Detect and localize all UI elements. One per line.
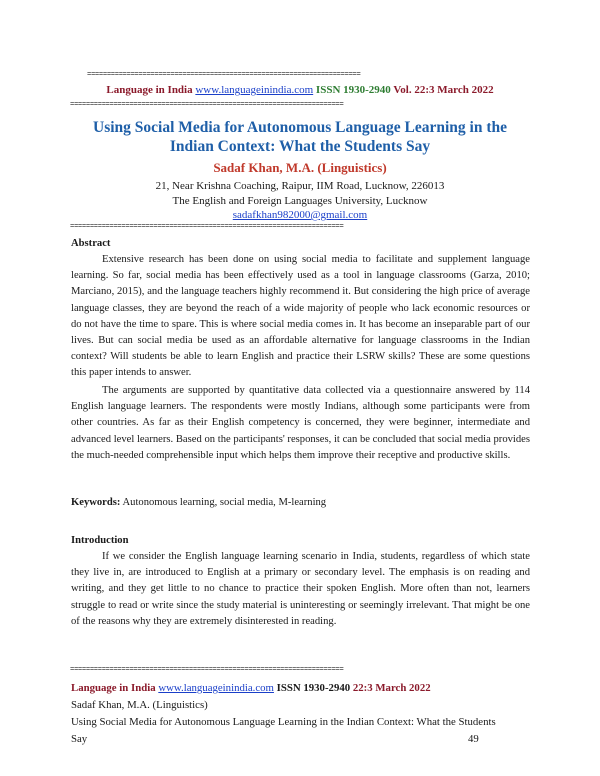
article-title-line2: Indian Context: What the Students Say [169, 138, 431, 155]
abstract-paragraph-2: The arguments are supported by quantitative data collected via a questionnaire answered by 114 English language learners. The respondents were mostly Indians, although some participants were from other countries. As far as their English competency is concerned, they were beginner, intermediate and advanced level learners. Based on the participants' responses, it can be concluded that social media provides the much-needed comprehensible input which helps them improve their receptive and productive skills. [71, 385, 530, 461]
keywords-text: Autonomous learning, social media, M-learning [122, 497, 327, 508]
author-name: Sadaf Khan, M.A. (Linguistics) [213, 160, 387, 175]
journal-url-link[interactable]: www.languageinindia.com [195, 84, 314, 96]
footer-issn: ISSN 1930-2940 [276, 682, 351, 694]
footer-journal-line [71, 680, 531, 697]
journal-volume: Vol. 22:3 March 2022 [393, 84, 494, 96]
abstract-heading: Abstract [71, 238, 111, 249]
introduction-heading: Introduction [71, 535, 129, 546]
footer-author: Sadaf Khan, M.A. (Linguistics) [71, 699, 208, 711]
author-email-row [0, 209, 600, 221]
keywords [71, 495, 530, 511]
article-title-line1: Using Social Media for Autonomous Language Learning in the [93, 119, 507, 136]
footer-title-line2-text: Say [71, 733, 88, 745]
introduction-paragraph-1: If we consider the English language learning scenario in India, students, regardless of which state they live in, are introduced to English at a primary or secondary level. The emphasis is on reading and writing, and they get little to no chance to practice their spoken English. More often than not, learners struggle to read or write since the study material is uninteresting or seemingly irrelevant. That might be one of the reasons why they are extremely disinterested in reading. [71, 551, 530, 627]
footer-url-link[interactable]: www.languageinindia.com [158, 682, 274, 694]
journal-header [0, 84, 600, 96]
abstract-paragraph-1: Extensive research has been done on using social media to facilitate and supplement language learning. So far, social media has been effectively used as a tool in language classrooms (Garza, 2010; Marciano, 2015), and the language teachers highly recommend it. But considering the high price of average language classes, they are beyond the reach of a wide majority of people who lack economic resources or do not have the time to spare. This is where social media comes in. It has become an inseparable part of our lives. But can social media be used as an affordable alternative for language classrooms in the Indian context? Will students be able to learn English and practice their LSRW skills? These are some questions this paper intends to answer. [71, 254, 530, 379]
author-address: 21, Near Krishna Coaching, Raipur, IIM Road, Lucknow, 226013 [155, 180, 445, 192]
journal-name: Language in India [106, 84, 193, 96]
footer-rule: ===================================================================== [70, 666, 344, 674]
author-email-link[interactable]: sadafkhan982000@gmail.com [232, 209, 368, 221]
footer-title-line1: Using Social Media for Autonomous Language Learning in the Indian Context: What the Students [71, 716, 496, 728]
author-institution: The English and Foreign Languages University, Lucknow [172, 195, 428, 207]
footer-journal-name: Language in India [71, 682, 156, 694]
header-rule-bottom: ===================================================================== [70, 101, 344, 109]
footer-title-line2 [71, 731, 531, 748]
title-rule: ===================================================================== [70, 223, 344, 231]
page-number: 49 [468, 733, 479, 745]
journal-issn: ISSN 1930-2940 [315, 84, 391, 96]
header-rule-top: ===================================================================== [87, 71, 361, 79]
footer-volume: 22:3 March 2022 [352, 682, 431, 694]
keywords-label: Keywords: [71, 497, 121, 508]
